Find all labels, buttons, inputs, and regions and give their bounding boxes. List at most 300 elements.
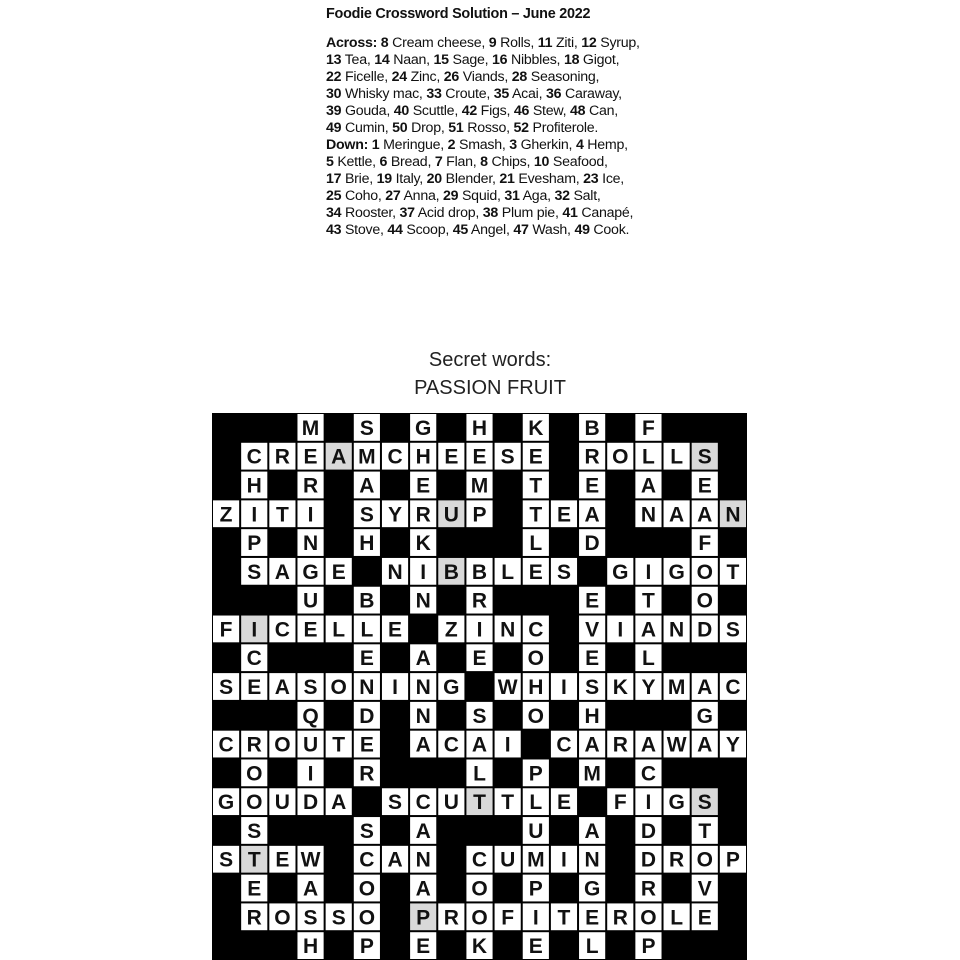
clue-line	[326, 86, 746, 103]
grid-letter: L	[501, 560, 515, 584]
grid-letter: L	[529, 532, 543, 556]
grid-letter: S	[556, 560, 571, 584]
clue-number: 19	[376, 171, 392, 187]
grid-letter: T	[726, 560, 740, 584]
clue-answer: Can,	[585, 103, 618, 119]
grid-letter: S	[219, 848, 234, 872]
grid-letter: O	[471, 877, 488, 901]
grid-letter: L	[360, 618, 374, 642]
grid-letter: M	[470, 474, 489, 498]
grid-letter: C	[274, 618, 290, 642]
grid-letter: C	[246, 647, 262, 671]
clue-answer: Ficelle,	[341, 69, 392, 85]
grid-letter: D	[302, 791, 319, 815]
grid-letter: E	[585, 589, 600, 613]
grid-letter: A	[274, 560, 290, 584]
grid-letter: G	[583, 877, 601, 901]
clue-number: 22	[326, 69, 342, 85]
clue-answer: Gouda,	[341, 103, 394, 119]
grid-letter: C	[415, 791, 431, 815]
grid-letter: U	[274, 791, 290, 815]
clue-answer: Scuttle,	[409, 103, 462, 119]
grid-letter: O	[330, 676, 347, 699]
grid-letter: H	[415, 445, 431, 469]
grid-letter: P	[416, 906, 431, 930]
grid-letter: T	[332, 733, 346, 757]
clue-list	[326, 35, 746, 239]
clue-number: 20	[426, 171, 442, 187]
grid-letter: A	[415, 733, 431, 757]
grid-letter: A	[640, 474, 657, 498]
clue-answer: Wash,	[528, 222, 575, 238]
grid-letter: O	[696, 589, 713, 613]
grid-letter: C	[387, 445, 403, 469]
grid-letter: D	[697, 618, 713, 642]
clue-answer: Nibbles,	[507, 52, 564, 68]
grid-letter: E	[528, 445, 543, 469]
grid-letter: S	[359, 416, 374, 440]
grid-letter: S	[303, 906, 318, 930]
clue-answer: Canapé,	[577, 205, 634, 221]
grid-letter: A	[415, 877, 431, 901]
clue-answer: Viands,	[459, 69, 512, 85]
grid-letter: N	[669, 618, 685, 642]
clue-answer: Cumin,	[341, 120, 393, 136]
clue-number: 12	[581, 35, 597, 51]
grid-letter: F	[698, 532, 712, 556]
clue-answer: Plum pie,	[498, 205, 563, 221]
grid-letter: A	[331, 445, 347, 469]
grid-letter: S	[472, 704, 487, 728]
grid-letter: P	[472, 503, 487, 527]
grid-letter: A	[584, 819, 600, 843]
grid-letter: E	[331, 560, 346, 584]
grid-letter: A	[415, 819, 431, 843]
clue-answer: Acai,	[509, 86, 546, 102]
clue-number: 13	[326, 52, 342, 68]
grid-letter: H	[528, 676, 544, 699]
grid-letter: B	[471, 560, 488, 584]
clue-answer: Naan,	[389, 52, 434, 68]
clue-line	[326, 188, 746, 205]
grid-letter: N	[415, 704, 431, 728]
grid-letter: S	[303, 676, 318, 699]
clue-number: 15	[433, 52, 449, 68]
clue-number: 16	[492, 52, 508, 68]
grid-letter: L	[529, 791, 543, 815]
clue-number: 7	[434, 154, 443, 170]
grid-letter: M	[583, 762, 601, 786]
grid-letter: C	[218, 733, 234, 757]
grid-letter: A	[640, 733, 657, 757]
crossword-solution	[326, 6, 746, 239]
grid-letter: E	[416, 474, 431, 498]
clue-number: 47	[513, 222, 529, 238]
grid-letter: A	[697, 676, 713, 699]
clue-answer: Caraway,	[561, 86, 622, 102]
clue-number: 51	[448, 120, 464, 136]
grid-letter: P	[641, 935, 656, 959]
grid-letter: R	[471, 589, 488, 613]
grid-letter: A	[697, 503, 713, 527]
grid-letter: Z	[219, 503, 233, 527]
grid-letter: E	[472, 647, 487, 671]
grid-letter: M	[667, 676, 686, 699]
grid-letter: K	[415, 532, 431, 556]
grid-letter: A	[584, 733, 600, 757]
grid-letter: R	[274, 445, 290, 469]
grid-letter: T	[247, 848, 261, 872]
grid-letter: A	[471, 733, 488, 757]
secret-words-label: Secret words:	[428, 349, 552, 371]
grid-letter: I	[476, 618, 483, 642]
grid-letter: A	[584, 503, 600, 527]
grid-letter: C	[471, 848, 488, 872]
grid-letter: C	[725, 676, 741, 699]
clue-number: 14	[374, 52, 390, 68]
clue-answer: Stew,	[529, 103, 570, 119]
grid-letter: L	[642, 647, 655, 671]
grid-letter: I	[532, 906, 539, 930]
grid-letter: T	[473, 791, 486, 815]
clue-answer: Seasoning,	[527, 69, 600, 85]
grid-letter: I	[617, 618, 624, 642]
grid-letter: C	[640, 762, 657, 786]
grid-letter: Q	[302, 704, 319, 728]
clue-number: 49	[574, 222, 590, 238]
grid-letter: O	[527, 704, 544, 728]
grid-letter: O	[274, 906, 291, 930]
grid-letter: Y	[725, 733, 740, 757]
grid-letter: S	[359, 819, 374, 843]
grid-letter: N	[500, 618, 516, 642]
clue-answer: Cook.	[589, 222, 630, 238]
grid-letter: L	[585, 935, 599, 959]
grid-letter: O	[358, 906, 376, 930]
grid-letter: O	[246, 762, 263, 786]
clue-number: 50	[392, 120, 408, 136]
grid-letter: C	[246, 445, 262, 469]
clue-answer: Sage,	[448, 52, 493, 68]
clue-answer: Cream cheese,	[388, 35, 489, 51]
grid-letter: I	[251, 618, 258, 642]
grid-letter: P	[359, 935, 374, 959]
grid-letter: S	[697, 445, 712, 469]
grid-letter: T	[501, 791, 515, 815]
clue-number: 36	[545, 86, 562, 102]
grid-letter: Y	[641, 676, 656, 699]
clue-number: 41	[562, 205, 578, 221]
grid-letter: L	[473, 762, 486, 786]
grid-letter: S	[500, 445, 515, 469]
grid-letter: B	[584, 416, 600, 440]
grid-letter: K	[471, 935, 488, 959]
clue-number: 31	[504, 188, 520, 204]
grid-letter: E	[359, 733, 374, 757]
clue-number: 52	[513, 120, 529, 136]
grid-letter: E	[556, 503, 571, 527]
clue-answer: Ziti,	[552, 35, 582, 51]
grid-letter: A	[415, 647, 431, 671]
grid-letter: D	[640, 819, 657, 843]
clue-answer: Seafood,	[549, 154, 608, 170]
grid-letter: H	[471, 416, 488, 440]
grid-letter: G	[443, 676, 460, 699]
grid-letter: S	[585, 676, 600, 699]
grid-letter: P	[725, 848, 740, 872]
grid-letter: F	[613, 791, 627, 815]
grid-letter: W	[666, 733, 687, 757]
grid-letter: A	[331, 791, 347, 815]
grid-letter: N	[584, 848, 600, 872]
grid-letter: W	[300, 848, 321, 872]
clue-number: 11	[537, 35, 553, 51]
grid-letter: A	[387, 848, 403, 872]
clue-line	[326, 171, 746, 188]
grid-letter: R	[612, 906, 628, 930]
grid-letter: G	[668, 791, 685, 815]
clue-number: 42	[461, 103, 477, 119]
grid-letter: C	[443, 733, 459, 757]
clue-answer: Anna,	[400, 188, 443, 204]
clue-answer: Rosso,	[463, 120, 514, 136]
grid-letter: R	[584, 445, 600, 469]
clue-number: 43	[326, 222, 342, 238]
grid-letter: G	[668, 560, 685, 584]
clue-answer: Ice,	[598, 171, 624, 187]
clue-answer: Scoop,	[402, 222, 453, 238]
clue-number: 18	[563, 52, 580, 68]
grid-letter: T	[529, 474, 543, 498]
grid-letter: O	[696, 560, 713, 584]
clue-number: 29	[443, 188, 459, 204]
grid-letter: E	[585, 647, 600, 671]
grid-letter: O	[274, 733, 291, 757]
grid-letter: G	[217, 791, 235, 815]
grid-letter: E	[275, 848, 290, 872]
solution-title: Foodie Crossword Solution – June 2022	[326, 6, 591, 22]
grid-letter: R	[669, 848, 685, 872]
grid-letter: H	[359, 532, 375, 556]
clue-number: 9	[488, 35, 497, 51]
grid-letter: A	[302, 877, 319, 901]
grid-letter: S	[331, 906, 346, 930]
grid-letter: S	[725, 618, 740, 642]
crossword-grid-svg	[212, 413, 747, 960]
clue-number: 38	[482, 205, 499, 221]
grid-letter: P	[247, 532, 262, 556]
grid-letter: N	[415, 676, 431, 699]
clue-line	[326, 120, 746, 137]
grid-letter: N	[302, 532, 319, 556]
grid-letter: U	[443, 503, 459, 527]
grid-letter: N	[725, 503, 741, 527]
clue-number: 49	[326, 120, 342, 136]
clue-answer: Salt,	[569, 188, 601, 204]
clue-line	[326, 35, 746, 52]
clue-answer: Evesham,	[514, 171, 584, 187]
clue-number: 30	[326, 86, 342, 102]
grid-letter: I	[392, 676, 398, 699]
clue-number: 34	[326, 205, 342, 221]
grid-letter: S	[219, 676, 234, 699]
grid-letter: L	[670, 906, 684, 930]
grid-letter: P	[528, 762, 543, 786]
grid-letter: C	[359, 848, 375, 872]
grid-letter: T	[557, 906, 571, 930]
clue-number: 44	[387, 222, 403, 238]
clue-number: 4	[575, 137, 584, 153]
grid-letter: M	[301, 416, 320, 440]
grid-letter: V	[585, 618, 600, 642]
grid-letter: L	[642, 445, 655, 469]
grid-letter: S	[247, 819, 262, 843]
grid-letter: O	[696, 848, 713, 872]
secret-words	[340, 346, 640, 402]
grid-letter: E	[247, 877, 262, 901]
clue-answer: Chips,	[487, 154, 534, 170]
clue-number: 2	[447, 137, 456, 153]
grid-letter: T	[275, 503, 289, 527]
grid-letter: H	[246, 474, 262, 498]
grid-letter: D	[584, 532, 600, 556]
grid-letter: I	[561, 676, 567, 699]
grid-letter: I	[307, 762, 314, 786]
grid-letter: P	[528, 877, 543, 901]
grid-letter: I	[645, 560, 652, 584]
clue-line	[326, 103, 746, 120]
grid-letter: N	[415, 589, 431, 613]
grid-letter: T	[698, 819, 712, 843]
clue-answer: Squid,	[458, 188, 505, 204]
grid-letter: U	[302, 733, 319, 757]
clue-answer: Gigot,	[579, 52, 620, 68]
grid-letter: G	[696, 704, 713, 728]
clue-answer: Meringue,	[379, 137, 448, 153]
grid-letter: E	[444, 445, 459, 469]
grid-letter: E	[585, 906, 600, 930]
clue-number: 8	[480, 154, 488, 170]
grid-letter: N	[359, 676, 375, 699]
grid-letter: G	[302, 560, 319, 584]
clue-number: Down: 1	[326, 137, 380, 153]
grid-letter: A	[640, 618, 657, 642]
grid-letter: I	[504, 733, 511, 757]
grid-letter: E	[359, 647, 374, 671]
grid-letter: E	[697, 474, 712, 498]
grid-letter: Z	[444, 618, 458, 642]
grid-letter: E	[472, 445, 487, 469]
grid-letter: O	[612, 445, 629, 469]
grid-letter: O	[358, 877, 376, 901]
clue-answer: Brie,	[341, 171, 377, 187]
grid-letter: A	[669, 503, 685, 527]
grid-letter: U	[528, 819, 544, 843]
clue-number: Across: 8	[326, 35, 389, 51]
clue-answer: Croute,	[441, 86, 494, 102]
clue-line	[326, 205, 746, 222]
secret-words-answer: PASSION FRUIT	[414, 377, 566, 399]
grid-letter: S	[247, 560, 262, 584]
grid-letter: R	[246, 733, 262, 757]
grid-letter: G	[612, 560, 629, 584]
grid-letter: F	[219, 618, 233, 642]
clue-answer: Tea,	[341, 52, 375, 68]
grid-letter: T	[529, 503, 543, 527]
grid-letter: I	[645, 791, 652, 815]
grid-letter: U	[443, 791, 459, 815]
grid-letter: R	[640, 877, 657, 901]
clue-line	[326, 154, 746, 171]
grid-letter: I	[307, 503, 314, 527]
clue-answer: Kettle,	[333, 154, 380, 170]
clue-answer: Whisky mac,	[341, 86, 427, 102]
clue-answer: Coho,	[341, 188, 386, 204]
clue-line	[326, 222, 746, 239]
clue-answer: Italy,	[391, 171, 427, 187]
clue-number: 40	[393, 103, 409, 119]
clue-answer: Flan,	[442, 154, 481, 170]
grid-letter: S	[697, 791, 712, 815]
clue-number: 45	[452, 222, 469, 238]
clue-number: 39	[326, 103, 342, 119]
grid-letter: S	[359, 503, 374, 527]
crossword-grid	[212, 413, 747, 960]
clue-number: 27	[385, 188, 401, 204]
grid-letter: E	[528, 560, 543, 584]
clue-number: 25	[326, 188, 342, 204]
grid-letter: Y	[388, 503, 403, 527]
clue-answer: Rooster,	[341, 205, 400, 221]
clue-answer: Angel,	[468, 222, 514, 238]
clue-number: 23	[583, 171, 599, 187]
clue-number: 33	[426, 86, 442, 102]
clue-number: 24	[391, 69, 407, 85]
grid-letter: R	[359, 762, 375, 786]
grid-letter: L	[332, 618, 346, 642]
grid-letter: F	[501, 906, 515, 930]
clue-answer: Figs,	[476, 103, 514, 119]
grid-letter: D	[640, 848, 657, 872]
grid-letter: A	[697, 733, 713, 757]
grid-letter: B	[443, 560, 459, 584]
grid-letter: E	[303, 445, 318, 469]
clue-number: 35	[493, 86, 510, 102]
grid-letter: O	[471, 906, 488, 930]
clue-answer: Aga,	[519, 188, 555, 204]
grid-letter: I	[251, 503, 258, 527]
grid-letter: O	[527, 647, 544, 671]
grid-letter: C	[556, 733, 572, 757]
clue-number: 37	[399, 205, 415, 221]
grid-letter: V	[697, 877, 712, 901]
grid-letter: U	[500, 848, 516, 872]
grid-letter: R	[415, 503, 431, 527]
grid-letter: H	[584, 704, 600, 728]
grid-letter: N	[640, 503, 657, 527]
clue-answer: Profiterole.	[528, 120, 599, 136]
grid-letter: I	[561, 848, 567, 872]
grid-letter: W	[497, 676, 518, 699]
grid-letter: R	[302, 474, 319, 498]
grid-letter: O	[246, 791, 263, 815]
grid-letter: N	[415, 848, 431, 872]
clue-line	[326, 69, 746, 86]
clue-line	[326, 52, 746, 69]
clue-answer: Stove,	[341, 222, 388, 238]
clue-number: 32	[554, 188, 570, 204]
grid-letter: D	[359, 704, 375, 728]
